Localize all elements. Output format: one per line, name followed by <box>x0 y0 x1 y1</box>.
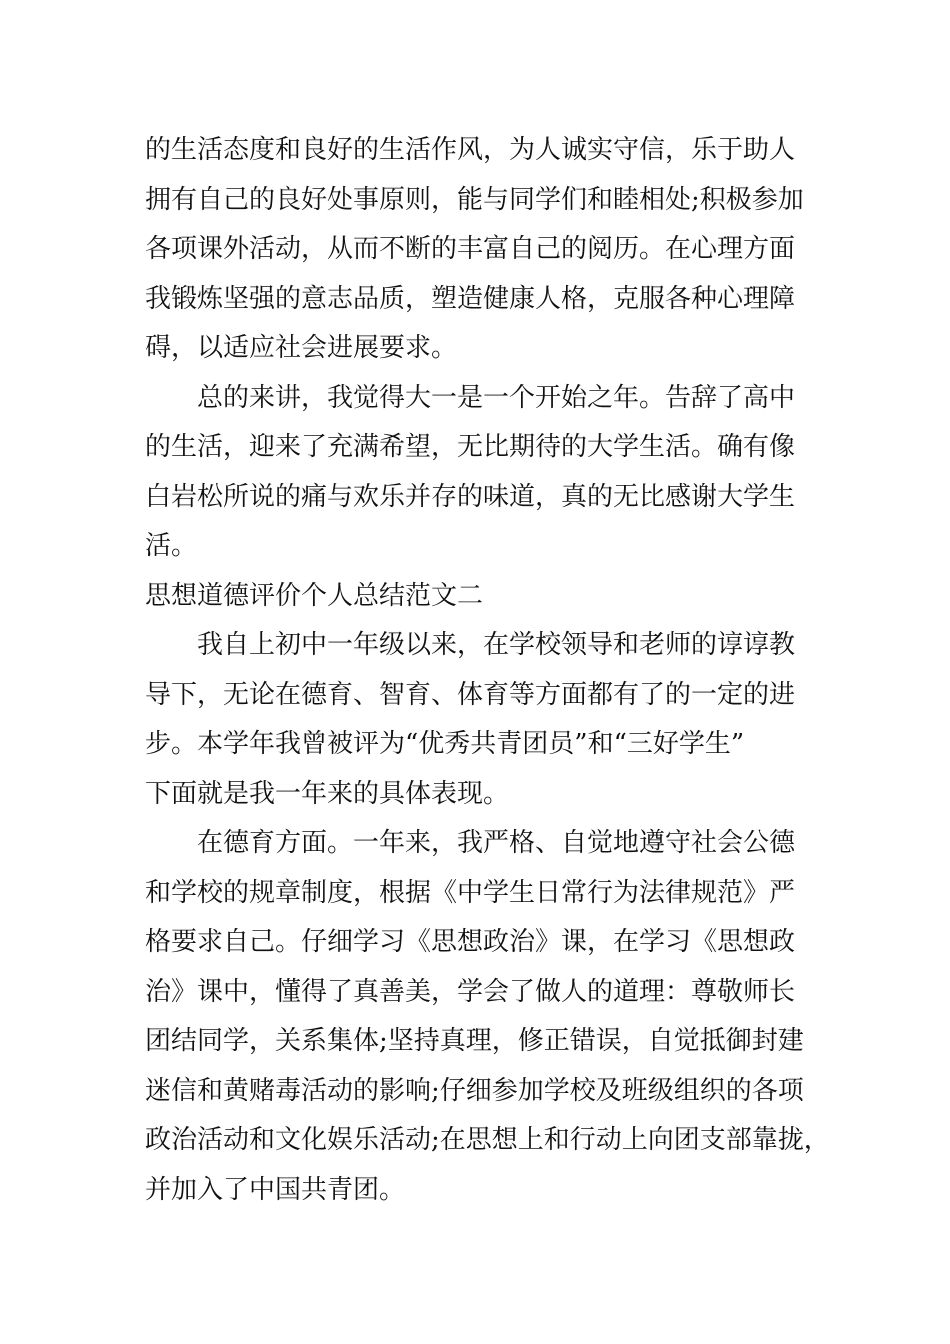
section-heading <box>145 572 825 622</box>
paragraph-p1 <box>145 126 825 374</box>
text-line: 白岩松所说的痛与欢乐并存的味道，真的无比感谢大学生 <box>145 481 796 512</box>
text-line: 活。 <box>145 531 198 561</box>
text-line: 拥有自己的良好处事原则，能与同学们和睦相处;积极参加 <box>145 184 804 215</box>
text-line: 的生活，迎来了充满希望，无比期待的大学生活。确有像 <box>145 432 796 462</box>
text-line: 总的来讲，我觉得大一是一个开始之年。告辞了高中 <box>197 382 796 413</box>
text-line: 步。本学年我曾被评为“优秀共青团员”和“三好学生” <box>145 729 745 759</box>
text-line: 我锻炼坚强的意志品质，塑造健康人格，克服各种心理障 <box>145 283 796 314</box>
text-line: 碍，以适应社会进展要求。 <box>145 333 458 363</box>
text-line: 政治活动和文化娱乐活动;在思想上和行动上向团支部靠拢， <box>145 1125 830 1155</box>
text-line: 下面就是我一年来的具体表现。 <box>145 778 510 809</box>
text-line: 和学校的规章制度，根据《中学生日常行为法律规范》严 <box>145 877 796 908</box>
text-line: 的生活态度和良好的生活作风，为人诚实守信，乐于助人 <box>145 135 796 165</box>
paragraph-p3 <box>145 621 825 819</box>
text-line: 各项课外活动，从而不断的丰富自己的阅历。在心理方面 <box>145 234 796 264</box>
text-line: 格要求自己。仔细学习《思想政治》课，在学习《思想政 <box>145 927 796 957</box>
text-line: 在德育方面。一年来，我严格、自觉地遵守社会公德 <box>197 828 796 858</box>
document-body <box>145 126 830 1215</box>
paragraph-p4 <box>145 819 830 1215</box>
paragraph-p2 <box>145 374 825 572</box>
text-line: 并加入了中国共青团。 <box>145 1174 406 1205</box>
text-line: 迷信和黄赌毒活动的影响;仔细参加学校及班级组织的各项 <box>145 1075 804 1106</box>
heading-text: 思想道德评价个人总结范文二 <box>145 580 484 611</box>
text-line: 团结同学，关系集体;坚持真理，修正错误，自觉抵御封建 <box>145 1026 804 1056</box>
text-line: 我自上初中一年级以来，在学校领导和老师的谆谆教 <box>197 630 796 660</box>
text-line: 治》课中，懂得了真善美，学会了做人的道理：尊敬师长 <box>145 976 796 1007</box>
text-line: 导下，无论在德育、智育、体育等方面都有了的一定的进 <box>145 679 796 710</box>
